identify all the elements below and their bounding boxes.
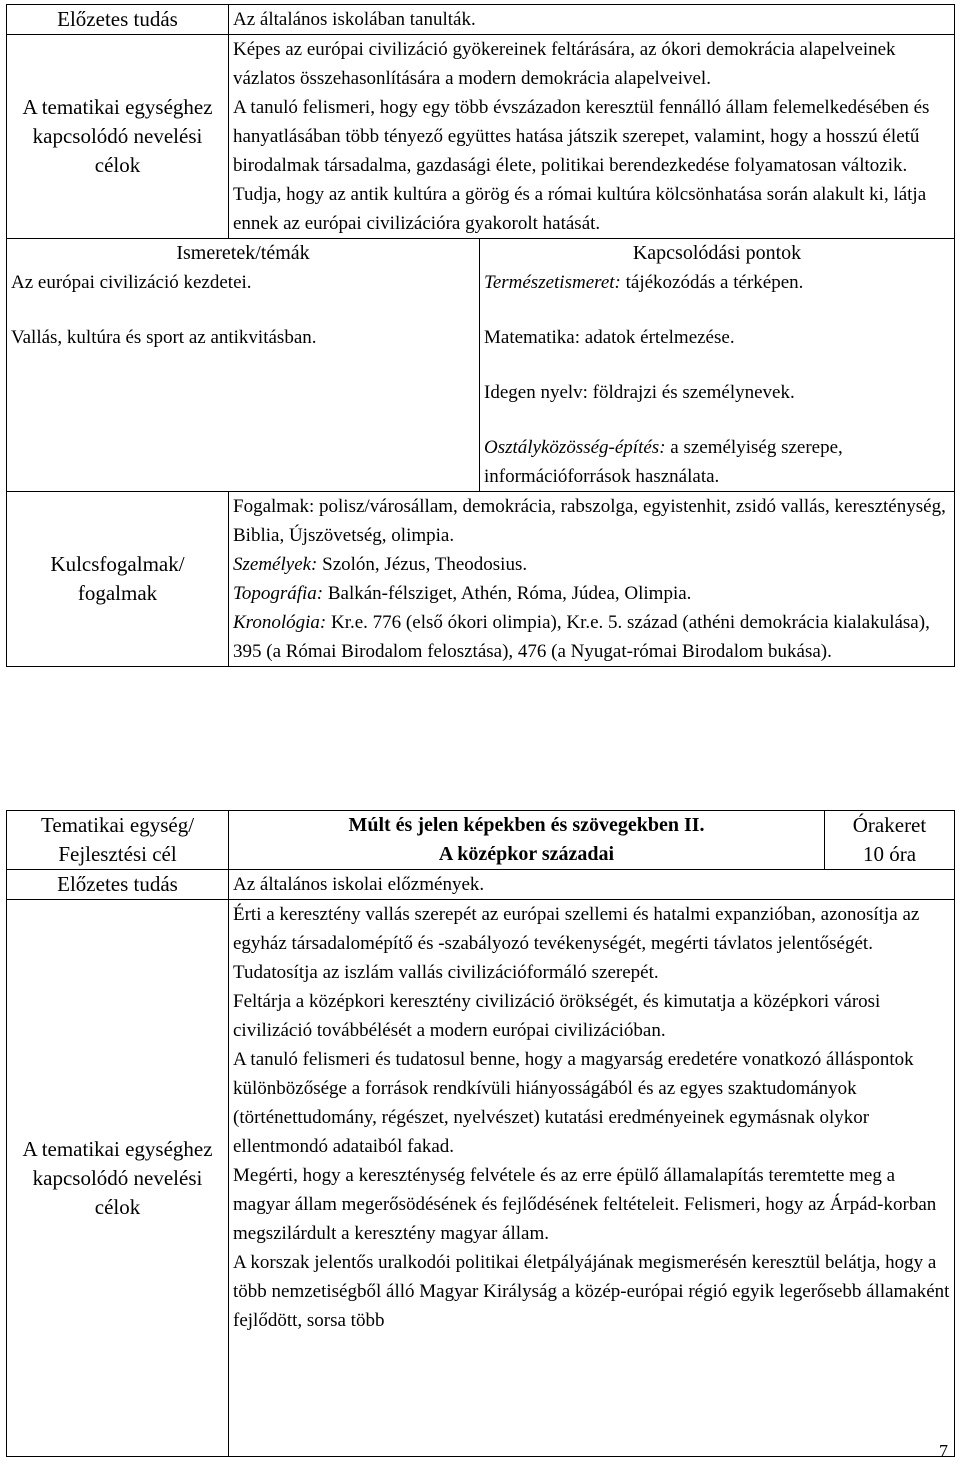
curriculum-table-2 xyxy=(6,810,955,1457)
goals-paragraph: Képes az európai civilizáció gyökereinek feltárására, az ókori demokrácia alapelveinek vázlatos összehasonlítására a modern demokrácia alapelveivel. xyxy=(233,39,896,89)
prior-knowledge-text: Az általános iskolai előzmények. xyxy=(229,870,955,900)
keywords-cell xyxy=(229,492,955,667)
links-cell xyxy=(480,268,955,492)
keywords-persons: Személyek: Szolón, Jézus, Theodosius. xyxy=(233,554,528,575)
page-number: 7 xyxy=(939,1441,948,1461)
goals-label: A tematikai egységhez kapcsolódó nevelési célok xyxy=(7,35,229,239)
topic-item: Vallás, kultúra és sport az antikvitásban. xyxy=(11,327,317,348)
topic-item: Az európai civilizáció kezdetei. xyxy=(11,272,252,293)
goals-paragraph: Érti a keresztény vallás szerepét az európai szellemi és hatalmi expanzióban, azonosítja az egyház társadalomépítő és -szabályozó tevékenységét, megérti távlatos jelentőségét. Tudatosítja az iszlám vallás civilizációformáló szerepét. xyxy=(233,904,920,983)
goals-label: A tematikai egységhez kapcsolódó nevelési célok xyxy=(7,900,229,1457)
unit-title-line1: Múlt és jelen képekben és szövegekben II. xyxy=(348,814,705,836)
links-header: Kapcsolódási pontok xyxy=(480,239,955,269)
goals-paragraph: Megérti, hogy a kereszténység felvétele és az erre épülő államalapítás teremtette meg a magyar állam megerősödésének és fejlődésének feltételeit. Felismeri, hogy az Árpád-korban megszilárdult a keresztény magyar állam. xyxy=(233,1165,937,1244)
keywords-label: Kulcsfogalmak/ fogalmak xyxy=(7,492,229,667)
unit-title-line2: A középkor századai xyxy=(438,843,615,865)
hours-label: Órakeret xyxy=(852,813,927,837)
goals-cell xyxy=(229,35,955,239)
topics-header: Ismeretek/témák xyxy=(7,239,480,269)
goals-paragraph: A tanuló felismeri és tudatosul benne, hogy a magyarság eredetére vonatkozó álláspontok különbözősége a források rendkívüli hiányosságából és az egyes szaktudományok (történettudomány, régészet, nyelvészet) kutatási eredményeinek egymásnak olykor ellentmondó adataiból fakad. xyxy=(233,1049,914,1157)
unit-title xyxy=(229,811,825,870)
goals-paragraph: A tanuló felismeri, hogy egy több évszázadon keresztül fennálló állam felemelkedésében és hanyatlásában több tényező együttes hatása játszik szerepet, valamint, hogy a hosszú életű birodalmak társadalma, gazdasági élete, politikai berendezkedése folyamatosan változik. xyxy=(233,97,930,176)
goals-paragraph: Feltárja a középkori keresztény civilizáció örökségét, és kimutatja a középkori városi civilizáció továbbélését a modern európai civilizációban. xyxy=(233,991,881,1041)
unit-label: Tematikai egység/ Fejlesztési cél xyxy=(7,811,229,870)
keywords-concepts: Fogalmak: polisz/városállam, demokrácia, rabszolga, egyistenhit, zsidó vallás, kereszténység, Biblia, Újszövetség, olimpia. xyxy=(233,496,946,546)
link-item: Természetismeret: tájékozódás a térképen. xyxy=(484,272,804,293)
topics-cell xyxy=(7,268,480,492)
goals-paragraph: A korszak jelentős uralkodói politikai életpályájának megismerésén keresztül belátja, hogy a több nemzetiségből álló Magyar Királyság a közép-európai régió egyik legerősebb államaként fejlődött, sorsa több xyxy=(233,1252,950,1331)
keywords-topography: Topográfia: Balkán-félsziget, Athén, Róma, Júdea, Olimpia. xyxy=(233,583,692,604)
goals-paragraph: Tudja, hogy az antik kultúra a görög és a római kultúra kölcsönhatása során alakult ki, látja ennek az európai civilizációra gyakorolt hatását. xyxy=(233,184,927,234)
link-item: Matematika: adatok értelmezése. xyxy=(484,327,735,348)
prior-knowledge-text: Az általános iskolában tanulták. xyxy=(229,5,955,35)
prior-knowledge-label: Előzetes tudás xyxy=(7,5,229,35)
hours-value: 10 óra xyxy=(862,842,917,866)
link-item: Idegen nyelv: földrajzi és személynevek. xyxy=(484,382,795,403)
keywords-chronology: Kronológia: Kr.e. 776 (első ókori olimpia), Kr.e. 5. század (athéni demokrácia kialakulása), 395 (a Római Birodalom felosztása), 476 (a Nyugat-római Birodalom bukása). xyxy=(233,612,930,662)
curriculum-table-1 xyxy=(6,4,955,667)
hours-cell xyxy=(825,811,955,870)
prior-knowledge-label: Előzetes tudás xyxy=(7,870,229,900)
goals-cell xyxy=(229,900,955,1457)
link-item: Osztályközösség-építés: a személyiség szerepe, információforrások használata. xyxy=(484,437,843,487)
